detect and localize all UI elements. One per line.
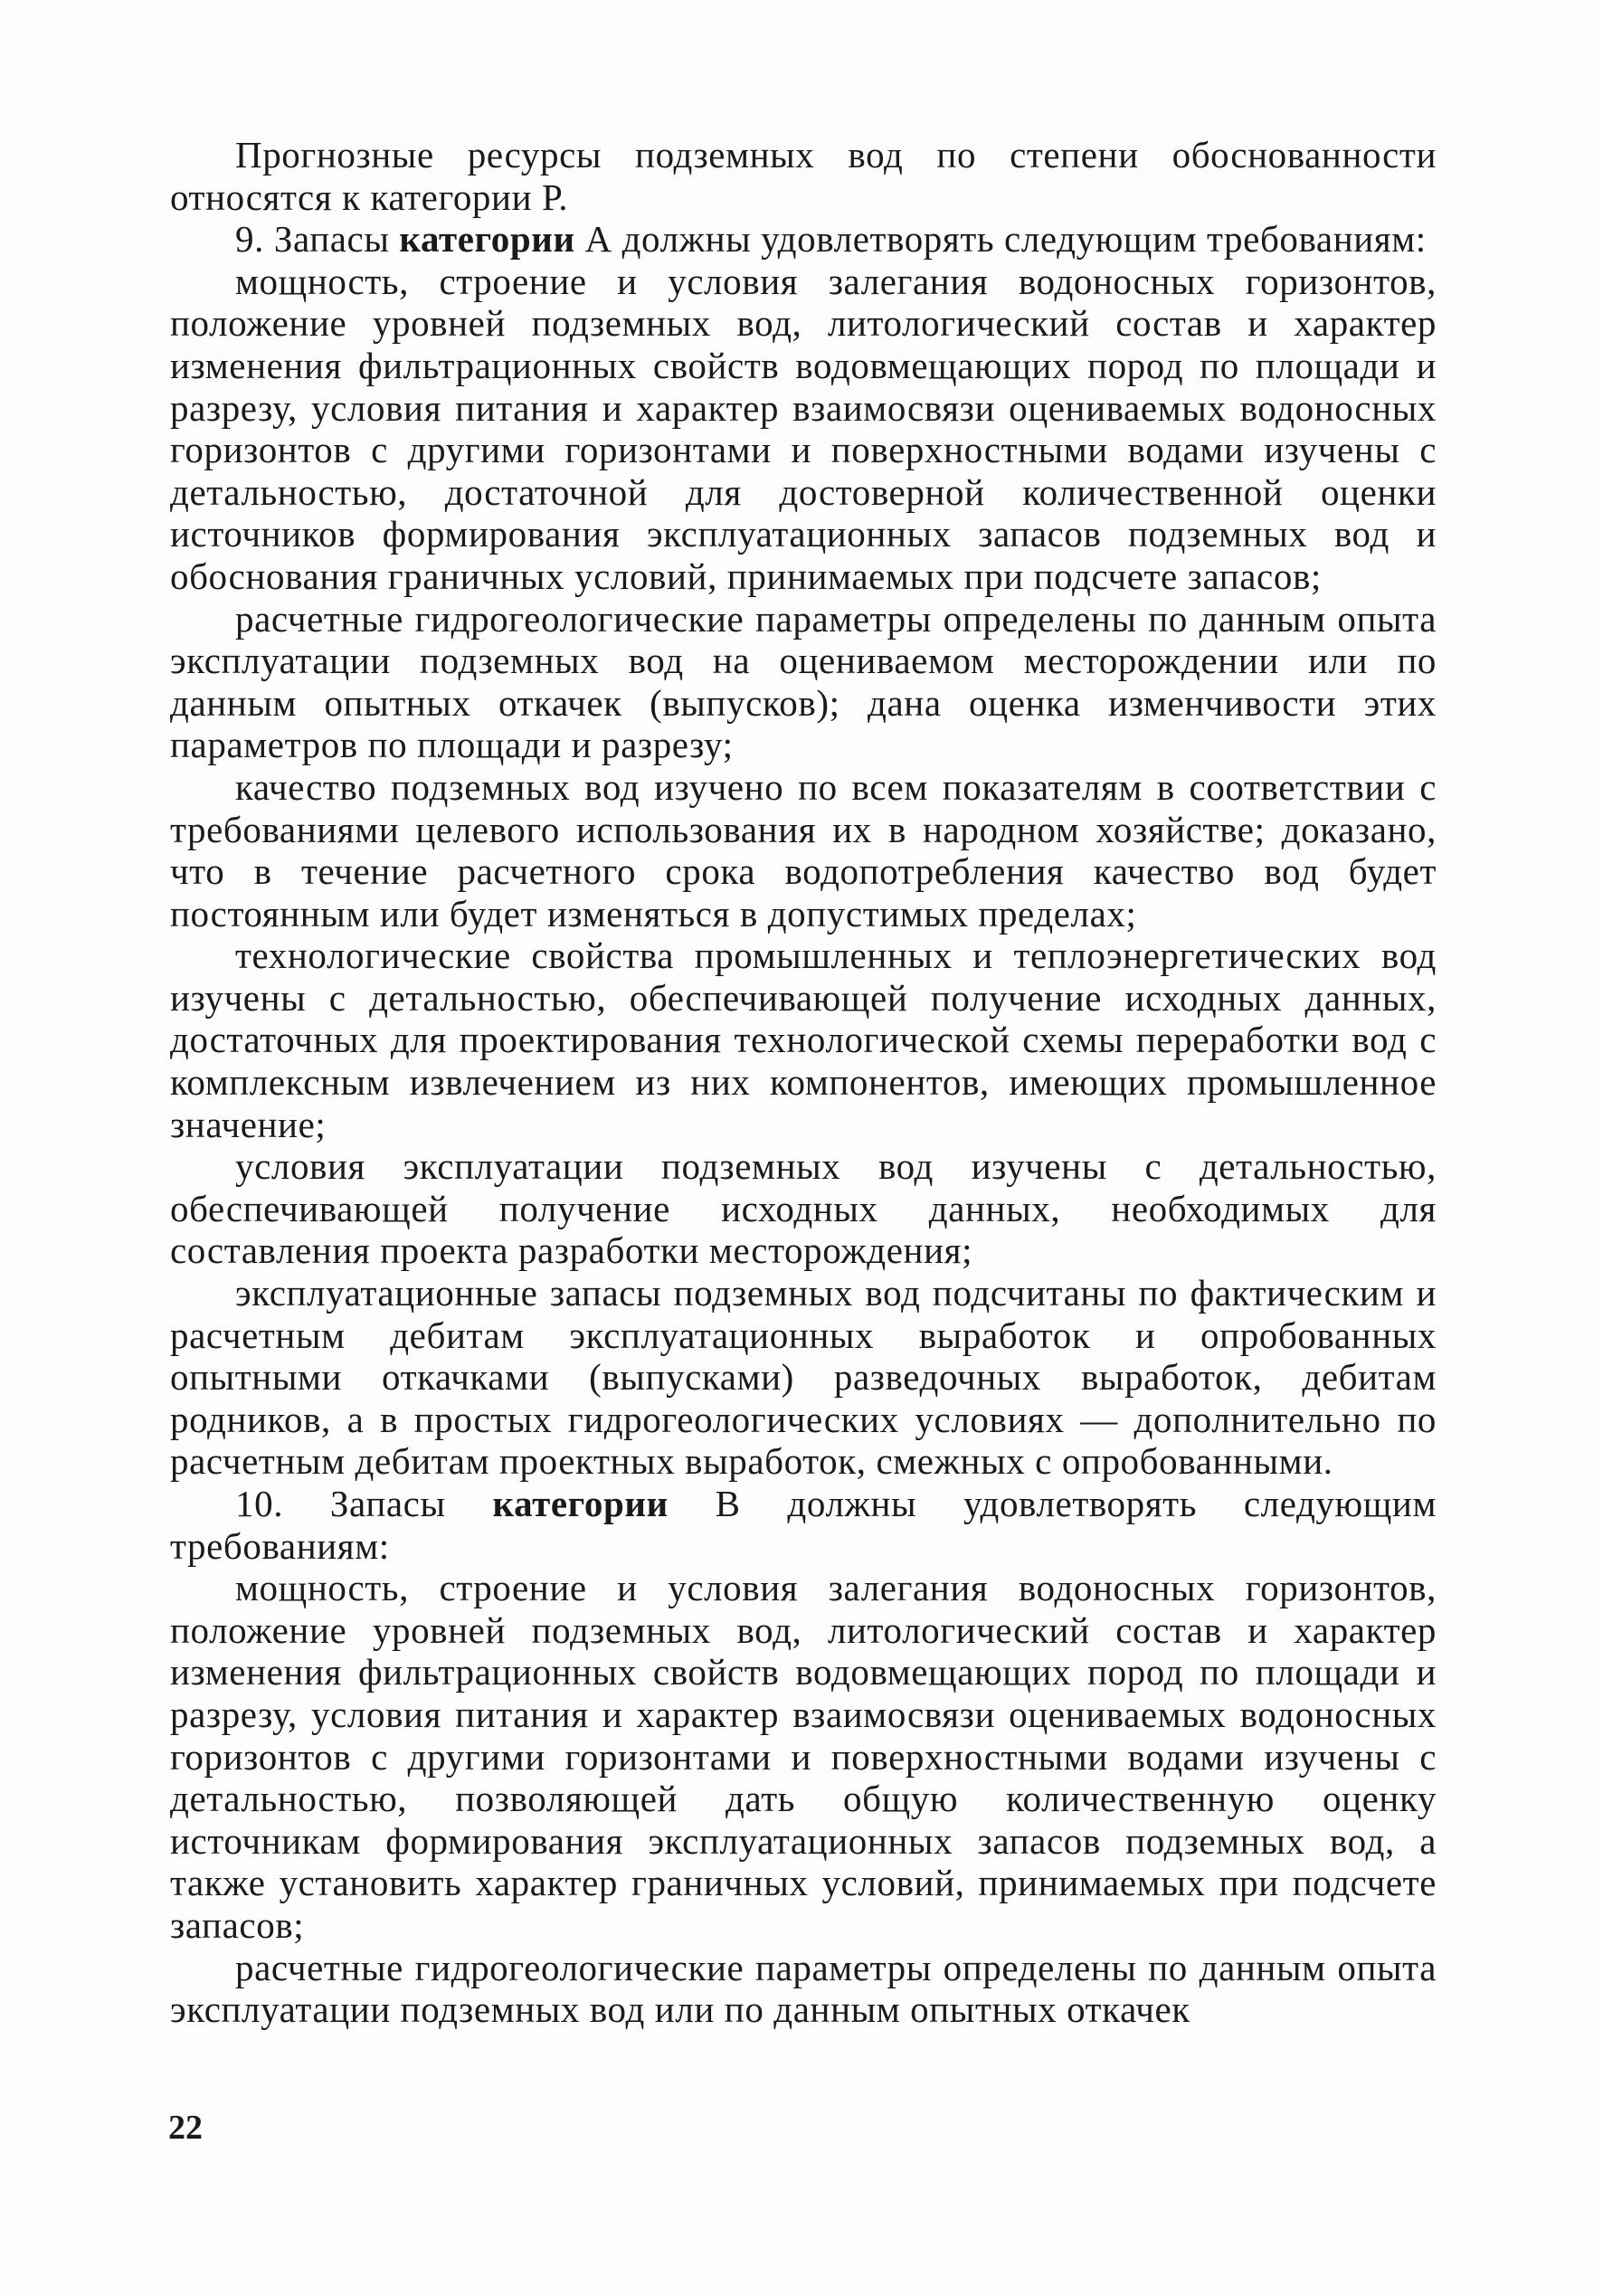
paragraph-thickness-structure-a: мощность, строение и условия залегания водоносных горизонтов, положение уровней подземных вод, литологический состав и характер изменения фильтрационных свойств водовмещающих пород по площади и разрезу, условия питания и характер взаимосвязи оцениваемых водоносных горизонтов с другими горизонтами и поверхностными водами изучены с детальностью, достаточной для достоверной количественной оценки источников формирования эксплуатационных запасов подземных вод и обоснования граничных условий, принимаемых при подсчете запасов; (170, 260, 1437, 597)
clause-rest: В должны удовлетворять следующим требованиям: (170, 1483, 1437, 1567)
space (283, 1483, 330, 1524)
clause-bold-term: категории (492, 1483, 669, 1524)
paragraph-exploitation-conditions-a: условия эксплуатации подземных вод изучены с детальностью, обеспечивающей получение исходных данных, необходимых для составления проекта разработки месторождения; (170, 1145, 1437, 1272)
clause-lead: Запасы (329, 1483, 446, 1524)
clause-rest: А должны удовлетворять следующим требованиям: (574, 218, 1427, 261)
space (446, 1483, 493, 1524)
paragraph-thickness-structure-b: мощность, строение и условия залегания водоносных горизонтов, положение уровней подземных вод, литологический состав и характер изменения фильтрационных свойств водовмещающих пород по площади и разрезу, условия питания и характер взаимосвязи оцениваемых водоносных горизонтов с другими горизонтами и поверхностными водами изучены с детальностью, позволяющей дать общую количественную оценку источникам формирования эксплуатационных запасов подземных вод, а также установить характер граничных условий, принимаемых при подсчете запасов; (170, 1567, 1437, 1946)
clause-number: 10. (235, 1483, 284, 1524)
paragraph-parameters-a: расчетные гидрогеологические параметры определены по данным опыта эксплуатации подземных вод на оцениваемом месторождении или по данным опытных откачек (выпусков); дана оценка изменчивости этих параметров по площади и разрезу; (170, 597, 1437, 766)
paragraph-forecast-resources: Прогнозные ресурсы подземных вод по степени обоснованности относятся к категории Р. (170, 134, 1437, 218)
paragraph-category-a-heading (170, 218, 1437, 261)
clause-lead: Запасы (273, 218, 390, 261)
clause-number: 9. (235, 218, 264, 261)
body-text (170, 134, 1437, 2031)
paragraph-parameters-b: расчетные гидрогеологические параметры определены по данным опыта эксплуатации подземных вод или по данным опытных откачек (170, 1946, 1437, 2031)
paragraph-water-quality-a: качество подземных вод изучено по всем показателям в соответствии с требованиями целевого использования их в народном хозяйстве; доказано, что в течение расчетного срока водопотребления качество вод будет постоянным или будет изменяться в допустимых пределах; (170, 765, 1437, 935)
space (390, 218, 400, 260)
paragraph-category-b-heading (170, 1483, 1437, 1567)
space (264, 218, 274, 260)
clause-bold-term: категории (399, 218, 575, 261)
paragraph-technological-properties-a: технологические свойства промышленных и теплоэнергетических вод изучены с детальностью, обеспечивающей получение исходных данных, достаточных для проектирования технологической схемы переработки вод с комплексным извлечением из них компонентов, имеющих промышленное значение; (170, 935, 1437, 1145)
paragraph-reserves-calculated-a: эксплуатационные запасы подземных вод подсчитаны по фактическим и расчетным дебитам эксплуатационных выработок и опробованных опытными откачками (выпусками) разведочных выработок, дебитам родников, а в простых гидрогеологических условиях — дополнительно по расчетным дебитам проектных выработок, смежных с опробованными. (170, 1272, 1437, 1483)
page-number: 22 (168, 2109, 203, 2147)
